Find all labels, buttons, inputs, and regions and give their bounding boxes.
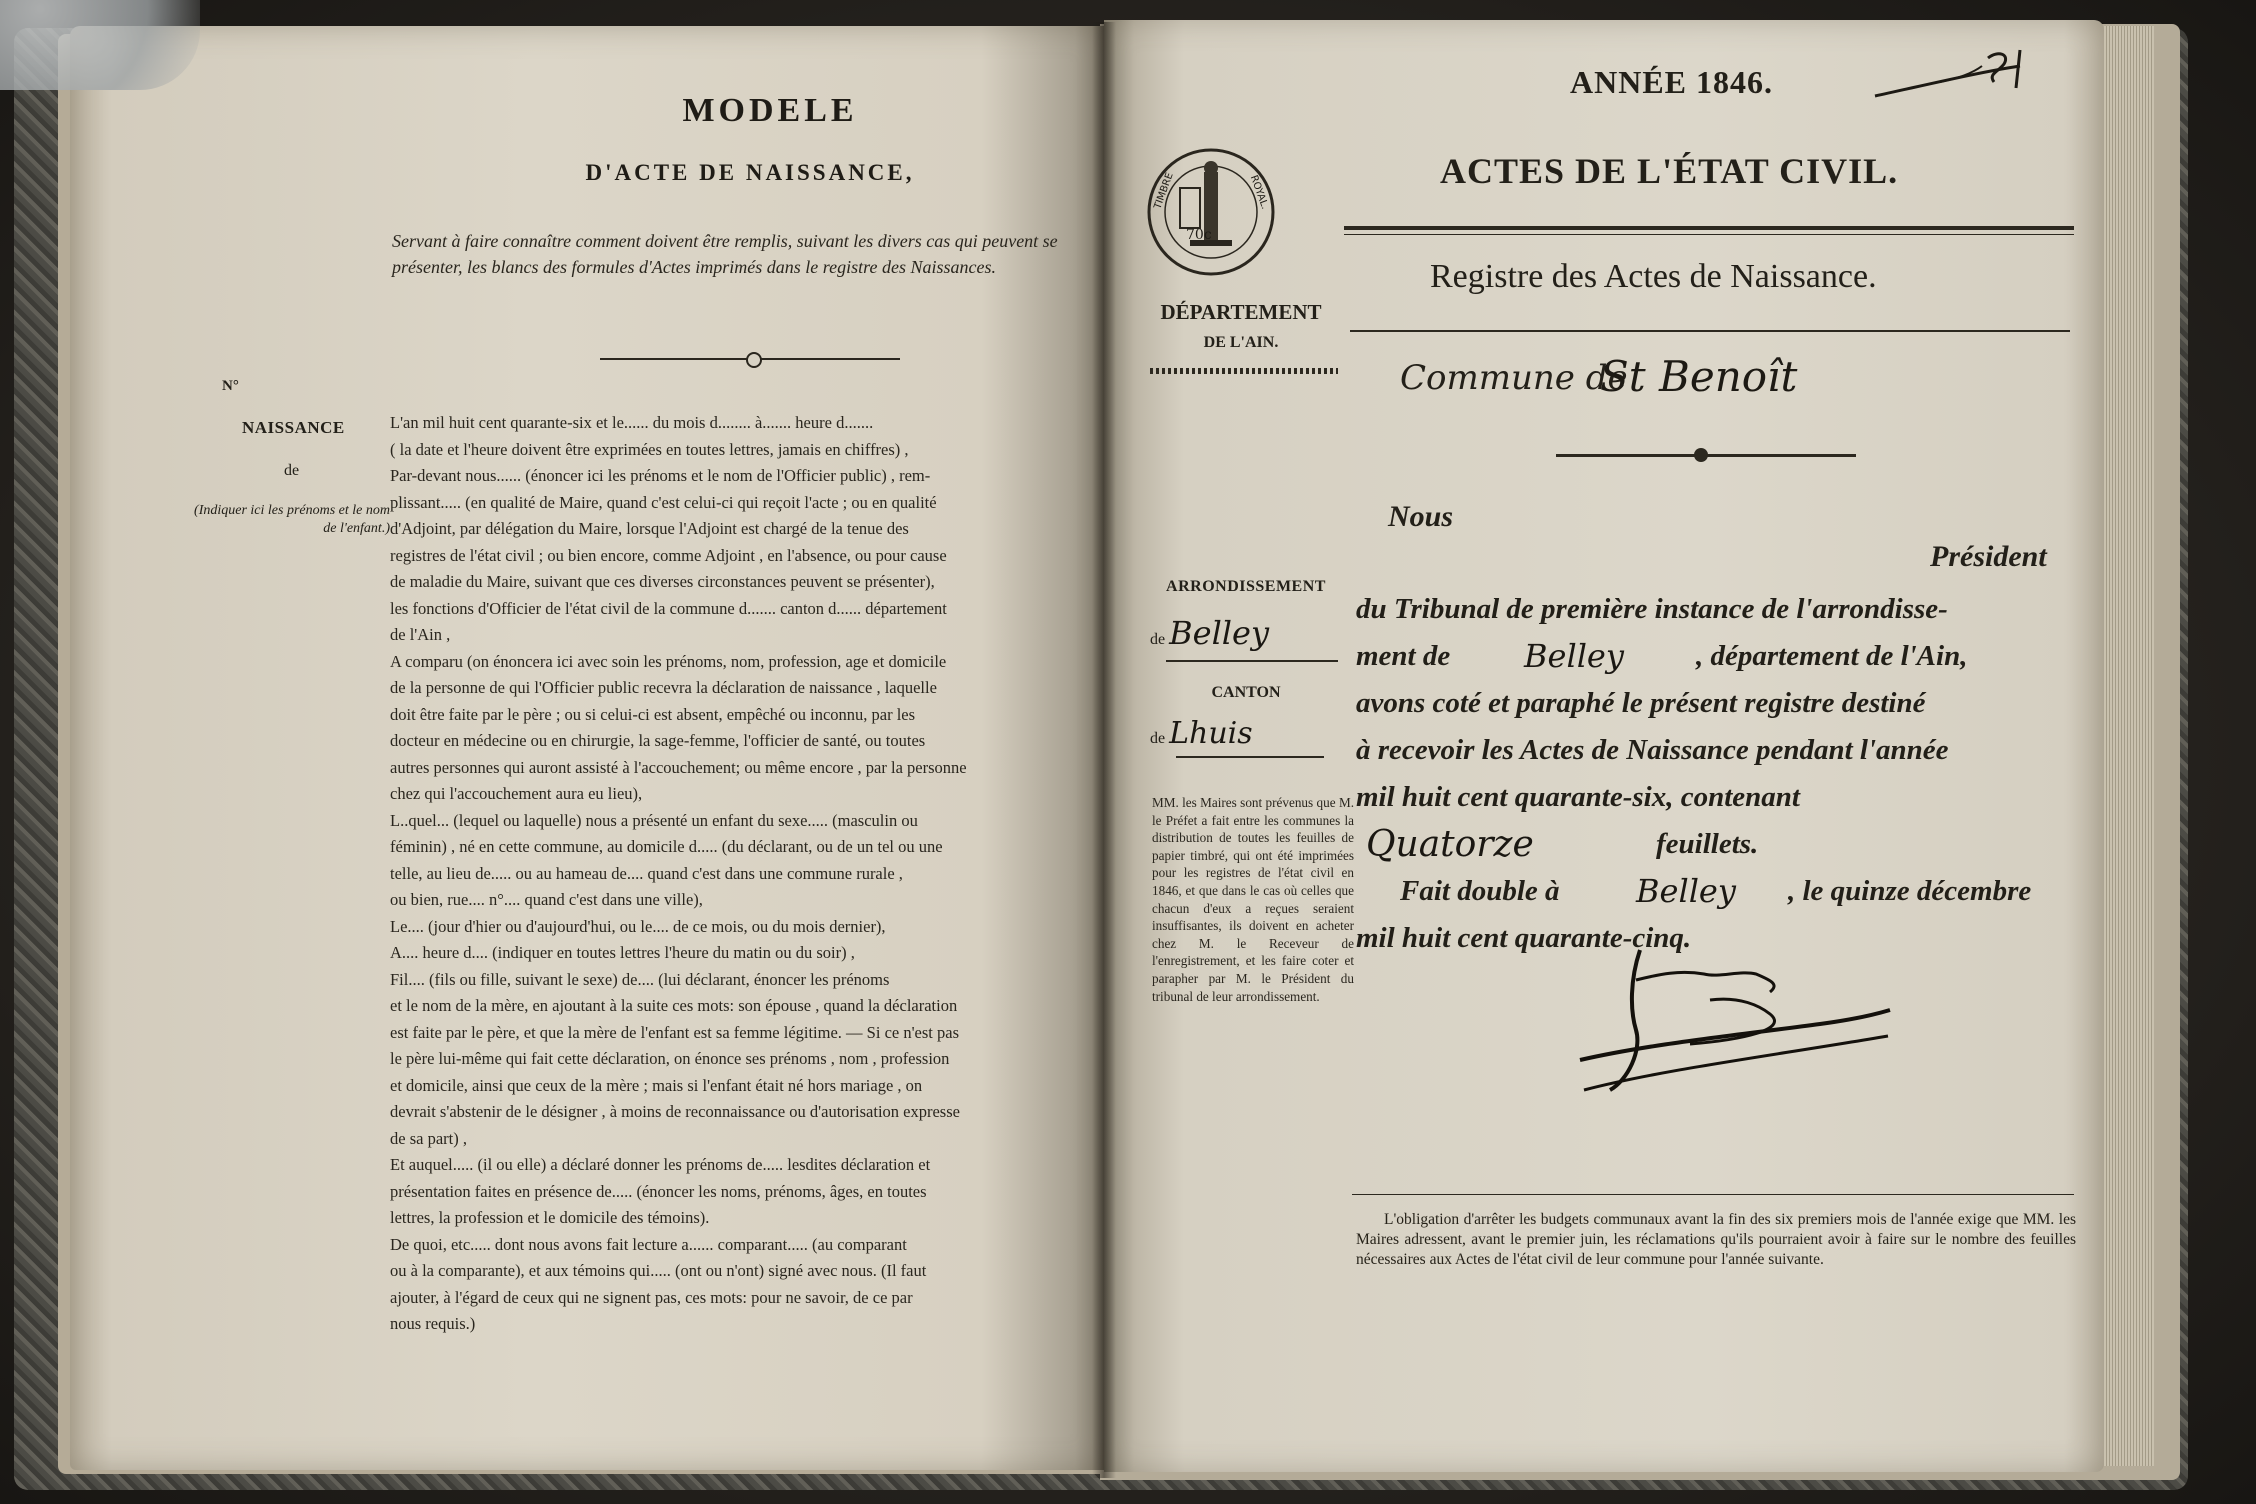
- canton-label: CANTON: [1211, 684, 1281, 701]
- cert-line-6: [1356, 821, 2068, 868]
- cert-line-2b: , département de l'Ain,: [1696, 640, 1968, 672]
- model-body-line: L..quel... (lequel ou laquelle) nous a présenté un enfant du sexe..... (masculin ou: [390, 810, 918, 830]
- model-body-line: Par-devant nous...... (énoncer ici les prénoms et le nom de l'Officier public) , rem-: [390, 466, 931, 485]
- model-body-line: registres de l'état civil ; ou bien encore, comme Adjoint , en l'absence, ou pour cause: [390, 545, 947, 565]
- cert-line-6b: feuillets.: [1656, 828, 1759, 860]
- model-body-line: présentation faites en présence de..... (énoncer les noms, prénoms, âges, en toutes: [390, 1181, 927, 1201]
- model-body-line: les fonctions d'Officier de l'état civil de la commune d....... canton d...... département: [390, 598, 947, 618]
- model-body-line: et le nom de la mère, en ajoutant à la suite ces mots: son épouse , quand la déclaration: [390, 996, 958, 1015]
- model-body-line: A.... heure d.... (indiquer en toutes lettres l'heure du matin ou du soir) ,: [390, 943, 855, 962]
- model-body-line: ajouter, à l'égard de ceux qui ne signent pas, ces mots: pour ne savoir, de ce par: [390, 1287, 913, 1307]
- belley-handwritten-2: Belley: [1636, 872, 1736, 910]
- model-body-line: Et auquel..... (il ou elle) a déclaré donner les prénoms de..... lesdites déclaration et: [390, 1155, 931, 1174]
- model-body-line: A comparu (on énoncera ici avec soin les prénoms, nom, profession, age et domicile: [390, 651, 947, 671]
- model-body-line: de la personne de qui l'Officier public recevra la déclaration de naissance , laquelle: [390, 678, 937, 697]
- stamp-value: 70c: [1186, 227, 1212, 243]
- cert-line-5: mil huit cent quarante-six, contenant: [1356, 781, 1800, 813]
- model-body-line: le père lui-même qui fait cette déclaration, on énonce ses prénoms , nom , profession: [390, 1049, 950, 1068]
- belley-handwritten-1: Belley: [1524, 637, 1624, 675]
- certification-text: [1356, 586, 2068, 962]
- model-body-line: telle, au lieu de..... ou au hameau de.... quand c'est dans une commune rurale ,: [390, 863, 903, 883]
- model-body-line: L'an mil huit cent quarante-six et le...... du mois d........ à....... heure d.......: [390, 413, 874, 432]
- canton-field: [1150, 716, 1340, 751]
- model-body-line: Fil.... (fils ou fille, suivant le sexe) de.... (lui déclarant, énoncer les prénoms: [390, 969, 890, 989]
- royal-stamp-seal: [1146, 142, 1276, 292]
- arrondissement-field: [1150, 614, 1340, 652]
- intro-text: Servant à faire connaître comment doivent être remplis, suivant les divers cas qui peuvent se présenter, les blancs des formules d'Actes imprimés dans le registre des Naissances.: [392, 231, 1058, 277]
- register-year: ANNÉE 1846.: [1570, 64, 1774, 100]
- model-body-line: chez qui l'accouchement aura eu lieu),: [390, 784, 643, 803]
- ornament-dot: [746, 352, 762, 368]
- cert-line-7b: , le quinze décembre: [1788, 875, 2032, 907]
- glass-reflection: [0, 0, 200, 90]
- model-body-line: docteur en médecine ou en chirurgie, la sage-femme, l'officier de santé, ou toutes: [390, 731, 926, 750]
- model-body-line: de sa part) ,: [390, 1128, 467, 1148]
- budget-footnote: L'obligation d'arrêter les budgets communaux avant la fin des six premiers mois de l'année exige que MM. les Maires adressent, avant le premier juin, les réclamations qu'ils pourraient avoir à faire sur le nombre des feuilles nécessaires aux Actes de l'état civil de leur commune pour l'année suivante.: [1356, 1211, 2076, 1268]
- arrondissement-de: de: [1150, 631, 1166, 648]
- model-intro: [392, 228, 1104, 280]
- model-title: MODELE: [682, 92, 858, 129]
- de-label: de: [284, 462, 300, 479]
- cert-line-7a: Fait double à: [1400, 875, 1560, 907]
- model-body-line: ou bien, rue.... n°.... quand c'est dans une ville),: [390, 890, 703, 909]
- arrondissement-label: ARRONDISSEMENT: [1166, 578, 1326, 595]
- canton-value-handwritten: Lhuis: [1169, 716, 1253, 751]
- canton-rule: [1176, 756, 1324, 758]
- cert-line-2a: ment de: [1356, 640, 1451, 672]
- act-number-label: N°: [222, 378, 239, 394]
- department-label: DÉPARTEMENT: [1160, 300, 1322, 324]
- model-body-line: doit être faite par le père ; ou si celui-ci est absent, empêché ou inconnu, par les: [390, 704, 916, 724]
- cert-line-4: à recevoir les Actes de Naissance pendant l'année: [1356, 734, 1949, 766]
- model-body-line: nous requis.): [390, 1314, 476, 1333]
- quatorze-handwritten: Quatorze: [1366, 824, 1534, 865]
- naissance-label: NAISSANCE: [242, 418, 345, 437]
- model-body-line: Le.... (jour d'hier ou d'aujourd'hui, ou le.... de ce mois, ou du mois dernier),: [390, 916, 886, 936]
- model-body-line: ( la date et l'heure doivent être exprimées en toutes lettres, jamais en chiffres) ,: [390, 439, 909, 459]
- model-body-line: De quoi, etc..... dont nous avons fait lecture a...... comparant..... (au comparant: [390, 1234, 907, 1254]
- stamp-label-left: TIMBRE: [1152, 171, 1176, 211]
- stamp-label-right: ROYAL.: [1247, 173, 1271, 211]
- cert-line-7: [1356, 868, 2068, 915]
- page-edges: [2104, 26, 2154, 1466]
- footnote-rule: [1352, 1194, 2074, 1195]
- model-body-line: de maladie du Maire, suivant que ces diverses circonstances peuvent se présenter),: [390, 572, 935, 591]
- cert-line-1: du Tribunal de première instance de l'arrondisse-: [1356, 593, 1948, 625]
- nous-label: Nous: [1388, 500, 1454, 533]
- cert-line-8: mil huit cent quarante-cinq.: [1356, 922, 1692, 954]
- prefect-note: MM. les Maires sont prévenus que M. le Préfet a fait entre les communes la distribution de toutes les feuilles de papier timbré, qui ont été imprimées pour les registres de l'état civil en 1846, et que dans le cas où celles que chacun d'eux a reçues seraient insuffisantes, ils doivent en acheter chez M. le Receveur de l'enregistrement, et les faire coter et parapher par M. le Président du tribunal de leur arrondissement.: [1152, 795, 1354, 1004]
- registre-rule: [1350, 330, 2070, 332]
- model-body-line: d'Adjoint, par délégation du Maire, lorsque l'Adjoint est chargé de la tenue des: [390, 519, 909, 538]
- title-rule: [1344, 226, 2074, 230]
- model-body-line: devrait s'abstenir de le désigner , à moins de reconnaissance ou d'autorisation expresse: [390, 1102, 960, 1121]
- model-body-line: de l'Ain ,: [390, 625, 451, 644]
- ornament-dot-right: [1694, 448, 1708, 462]
- register-type: Registre des Actes de Naissance.: [1430, 258, 1877, 295]
- title-rule-thin: [1344, 234, 2074, 235]
- cert-line-3: avons coté et paraphé le présent registre destiné: [1356, 687, 1926, 719]
- folio-number-handwritten: [1870, 44, 2050, 104]
- register-title: ACTES DE L'ÉTAT CIVIL.: [1440, 151, 1899, 191]
- model-body-line: est faite par le père, et que la mère de l'enfant est sa femme légitime. — Si ce n'est pas: [390, 1022, 960, 1042]
- department-name: DE L'AIN.: [1203, 334, 1279, 351]
- commune-label: Commune de: [1400, 358, 1628, 398]
- model-body-line: féminin) , né en cette commune, au domicile d..... (du déclarant, ou de un tel ou une: [390, 837, 943, 856]
- president-label: Président: [1930, 540, 2047, 573]
- cert-line-2: [1356, 633, 2068, 680]
- canton-de: de: [1150, 730, 1166, 747]
- model-body-line: lettres, la profession et le domicile des témoins).: [390, 1208, 710, 1227]
- model-body: [390, 410, 1106, 1338]
- model-subtitle: D'ACTE DE NAISSANCE,: [585, 160, 915, 185]
- arrondissement-value-handwritten: Belley: [1169, 614, 1270, 652]
- commune-value-handwritten: St Benoît: [1600, 352, 1798, 401]
- president-signature: [1570, 940, 1900, 1110]
- model-body-line: ou à la comparante), et aux témoins qui..... (ont ou n'ont) signé avec nous. (Il faut: [390, 1261, 927, 1280]
- department-rule: [1150, 368, 1338, 374]
- model-body-line: autres personnes qui auront assisté à l'accouchement; ou même encore , par la personne: [390, 757, 967, 777]
- margin-instruction: (Indiquer ici les prénoms et le nom de l'enfant.): [194, 503, 390, 536]
- model-body-line: plissant..... (en qualité de Maire, quand c'est celui-ci qui reçoit l'acte ; ou en qualité: [390, 492, 937, 512]
- model-body-line: et domicile, ainsi que ceux de la mère ; mais si l'enfant était né hors mariage , on: [390, 1075, 923, 1095]
- arrondissement-rule: [1166, 660, 1338, 662]
